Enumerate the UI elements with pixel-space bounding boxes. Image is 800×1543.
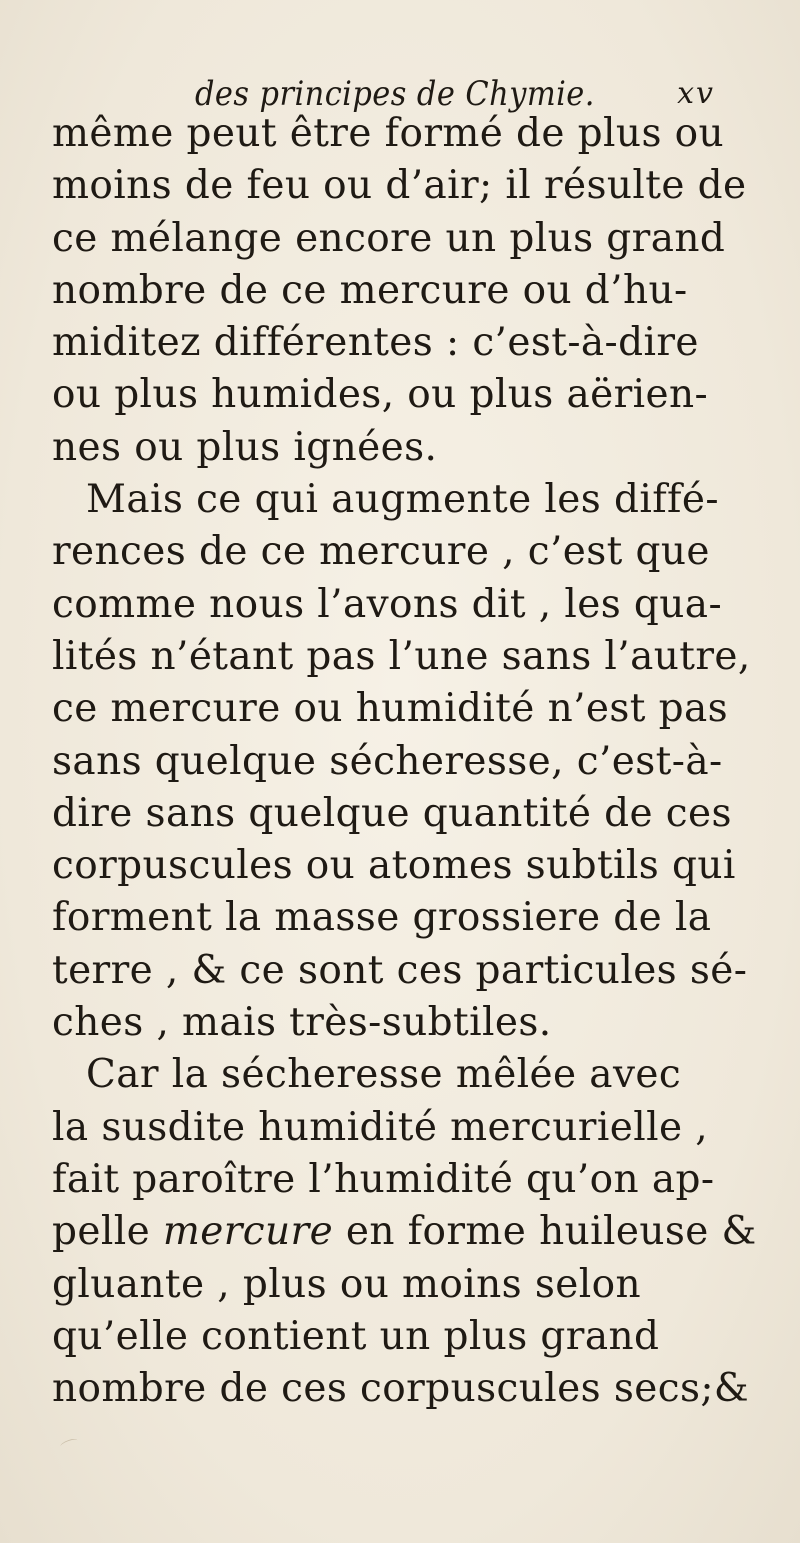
text-line: corpuscules ou atomes subtils qui	[52, 843, 736, 889]
text-line: terre , & ce sont ces particules sé-	[52, 947, 748, 993]
text-line: gluante , plus ou moins selon	[52, 1261, 642, 1307]
text-line: dire sans quelque quantité de ces	[52, 790, 732, 836]
body-text	[52, 108, 772, 1415]
text-line: pelle mercure en forme huileuse &	[52, 1209, 757, 1255]
text-line: sans quelque sécheresse, c’est-à-	[52, 738, 723, 784]
text-line: forment la masse grossiere de la	[52, 895, 712, 941]
ink-smudge	[59, 1437, 78, 1450]
text-line: ches , mais très-subtiles.	[52, 1000, 552, 1046]
text-line: qu’elle contient un plus grand	[52, 1313, 660, 1359]
running-title: des principes de Chymie.	[195, 74, 595, 114]
paragraph-start-line: Car la sécheresse mêlée avec	[86, 1052, 682, 1098]
italic-term: mercure	[162, 1209, 334, 1255]
text-line: ce mélange encore un plus grand	[52, 215, 726, 261]
text-line: ou plus humides, ou plus aërien-	[52, 372, 709, 418]
text-line: lités n’étant pas l’une sans l’autre,	[52, 633, 751, 679]
text-line: nombre de ce mercure ou d’hu-	[52, 267, 688, 313]
page-number: xv	[677, 76, 715, 111]
text-line: miditez différentes : c’est-à-dire	[52, 320, 699, 366]
text-line: nes ou plus ignées.	[52, 424, 438, 470]
text-line: rences de ce mercure , c’est que	[52, 529, 710, 575]
text-line: comme nous l’avons dit , les qua-	[52, 581, 723, 627]
text-line: fait paroître l’humidité qu’on ap-	[52, 1156, 715, 1202]
text-line: moins de feu ou d’air; il résulte de	[52, 163, 747, 209]
text-line: la susdite humidité mercurielle ,	[52, 1104, 709, 1150]
text-line: nombre de ces corpuscules secs;&	[52, 1366, 750, 1412]
text-line: ce mercure ou humidité n’est pas	[52, 686, 729, 732]
paragraph-start-line: Mais ce qui augmente les diffé-	[86, 477, 719, 523]
text-line: même peut être formé de plus ou	[52, 111, 725, 156]
